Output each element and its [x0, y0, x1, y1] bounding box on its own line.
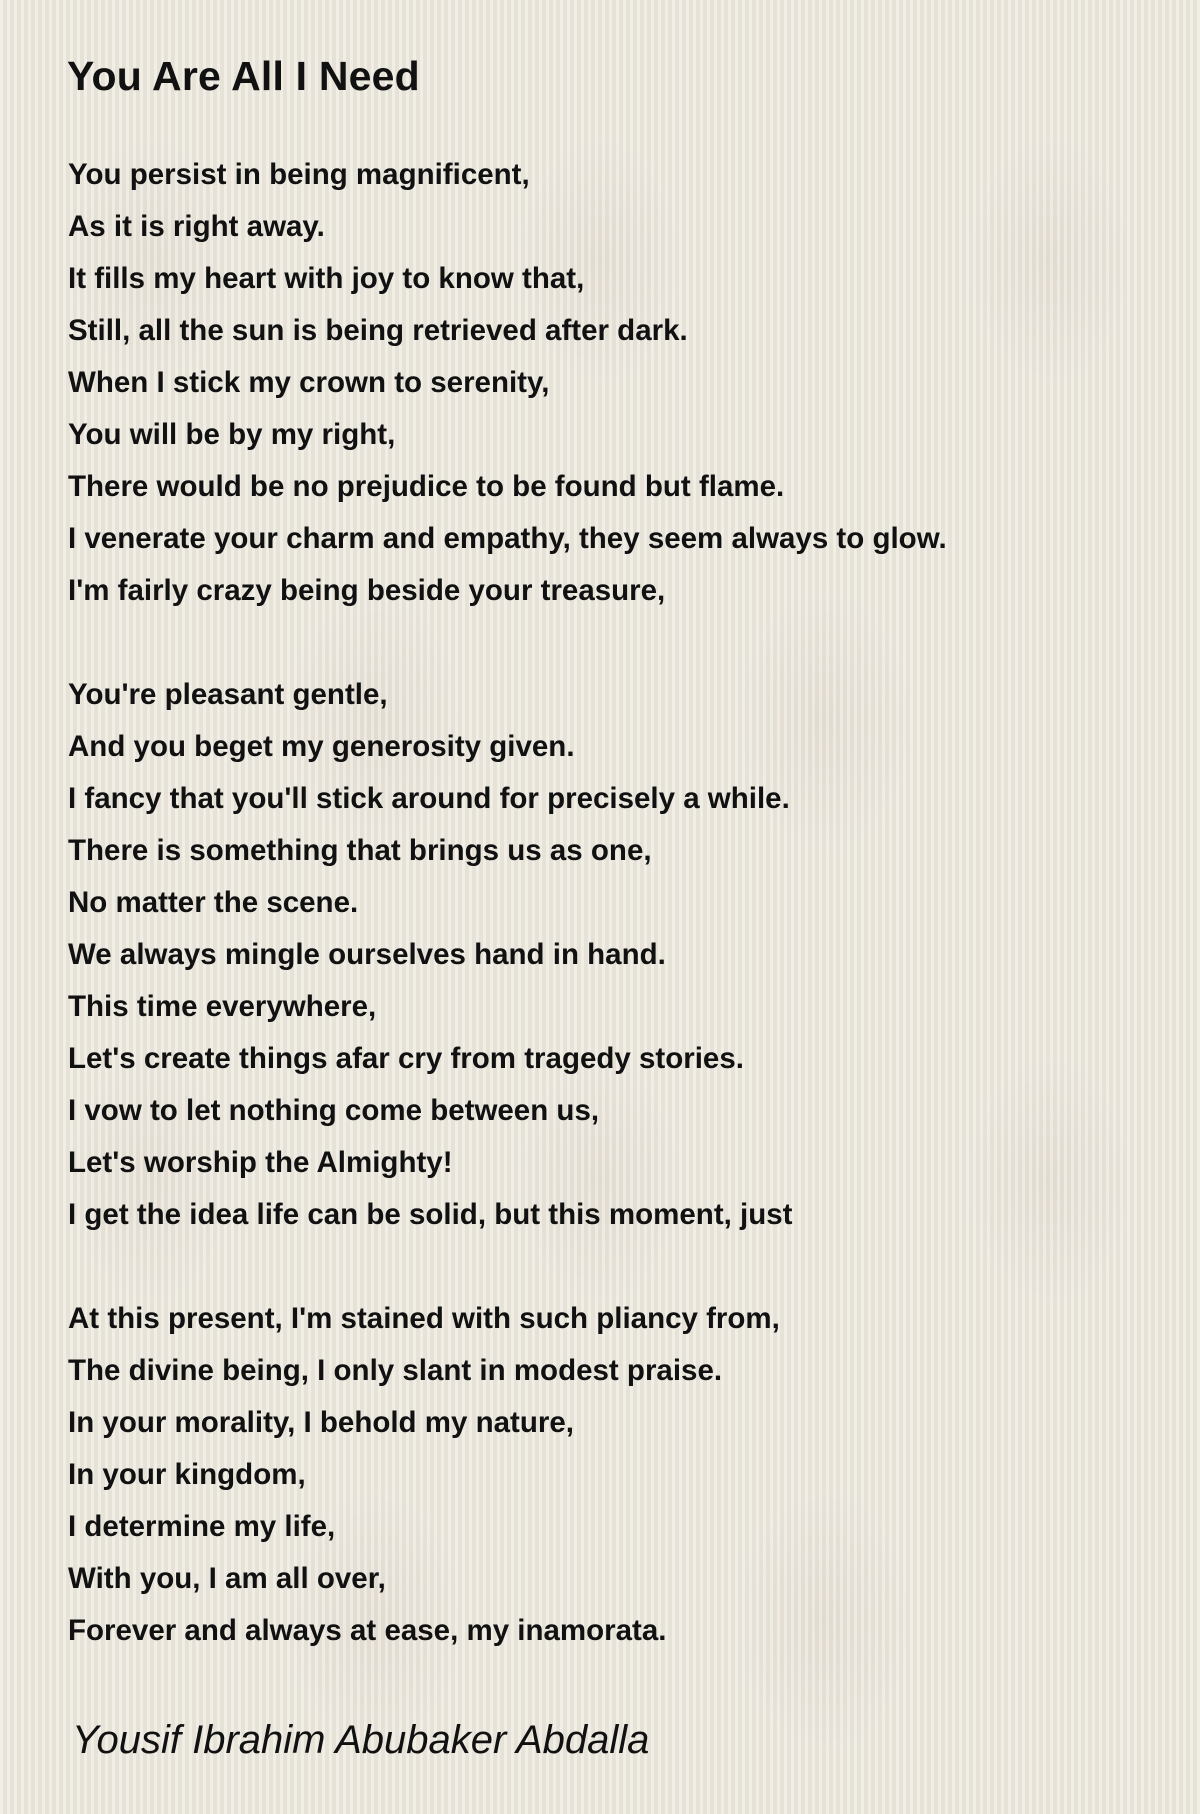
poem-line: I'm fairly crazy being beside your treasure,: [68, 574, 666, 607]
poem-line: At this present, I'm stained with such pliancy from,: [68, 1302, 780, 1335]
poem-line: There is something that brings us as one,: [68, 834, 652, 867]
poem-line: In your morality, I behold my nature,: [68, 1406, 574, 1439]
poem-line: When I stick my crown to serenity,: [68, 366, 550, 399]
poem-line: No matter the scene.: [68, 886, 359, 919]
poem-body: [68, 149, 1148, 1709]
poem-line: In your kingdom,: [68, 1458, 306, 1491]
poem-line: I vow to let nothing come between us,: [68, 1094, 600, 1127]
poem-line: There would be no prejudice to be found but flame.: [68, 470, 785, 503]
stanza-1: [68, 149, 1148, 617]
stanza-3: [68, 1293, 1148, 1657]
poem-line: And you beget my generosity given.: [68, 730, 575, 763]
poem-line: It fills my heart with joy to know that,: [68, 262, 585, 295]
stanza-2: [68, 669, 1148, 1241]
poem-line: The divine being, I only slant in modest praise.: [68, 1354, 723, 1387]
poem-line: Let's create things afar cry from tragedy stories.: [68, 1042, 744, 1075]
poem-line: We always mingle ourselves hand in hand.: [68, 938, 666, 971]
poem-line: Still, all the sun is being retrieved after dark.: [68, 314, 688, 347]
poem-line: Let's worship the Almighty!: [68, 1146, 453, 1179]
poem-title: You Are All I Need: [67, 53, 420, 99]
poem-line: You're pleasant gentle,: [68, 678, 388, 711]
poem-line: You persist in being magnificent,: [68, 158, 530, 191]
poem-line: I get the idea life can be solid, but this moment, just: [68, 1198, 793, 1231]
poem-line: Forever and always at ease, my inamorata.: [68, 1614, 667, 1647]
poem-line: I fancy that you'll stick around for precisely a while.: [68, 782, 790, 815]
poem-line: I venerate your charm and empathy, they seem always to glow.: [68, 522, 947, 555]
poem-line: I determine my life,: [68, 1510, 336, 1543]
poem-line: With you, I am all over,: [68, 1562, 386, 1595]
poem-author: Yousif Ibrahim Abubaker Abdalla: [72, 1718, 650, 1762]
poem-line: As it is right away.: [68, 210, 325, 243]
poem-line: You will be by my right,: [68, 418, 396, 451]
poem-line: This time everywhere,: [68, 990, 377, 1023]
